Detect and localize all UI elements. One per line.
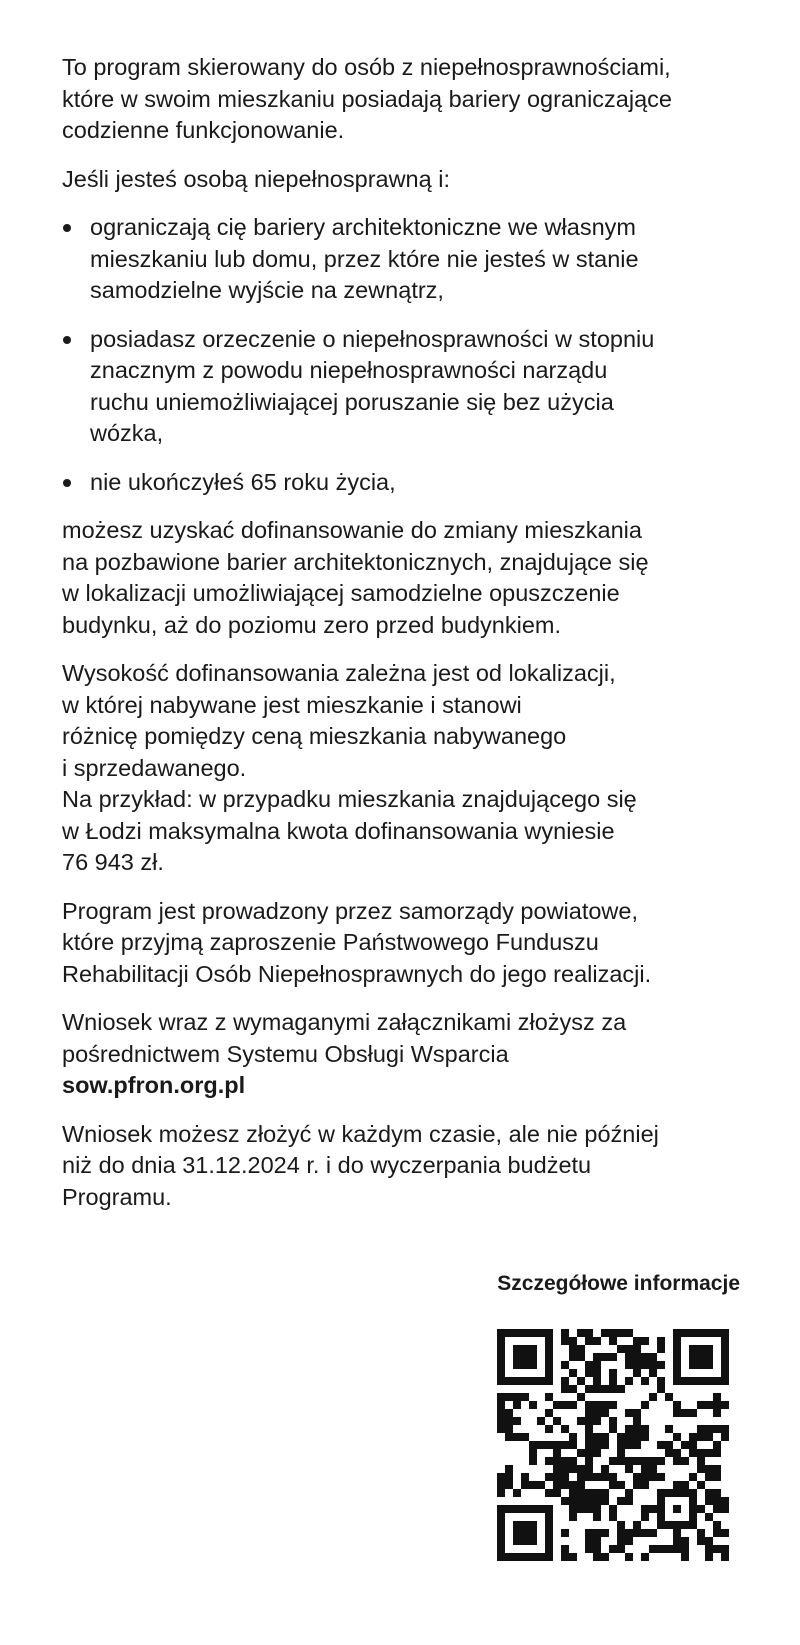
text-line: różnicę pomiędzy ceną mieszkania nabywanego bbox=[62, 723, 567, 749]
text-line: samodzielne wyjście na zewnątrz, bbox=[90, 277, 444, 303]
text-line: 76 943 zł. bbox=[62, 849, 164, 875]
application-paragraph bbox=[62, 1007, 742, 1102]
benefit-paragraph bbox=[62, 515, 742, 641]
funding-paragraph bbox=[62, 658, 742, 879]
text-line: na pozbawione barier architektonicznych, znajdujące się bbox=[62, 548, 649, 575]
bullet-icon bbox=[63, 479, 71, 487]
intro-paragraph bbox=[62, 52, 742, 147]
leaflet-text bbox=[62, 52, 742, 1230]
more-info-heading: Szczegółowe informacje bbox=[497, 1272, 740, 1295]
text-line: wózka, bbox=[90, 420, 164, 446]
text-line: nie ukończyłeś 65 roku życia, bbox=[90, 468, 396, 495]
text-line: niż do dnia 31.12.2024 r. i do wyczerpania budżetu bbox=[62, 1152, 592, 1178]
text-line: To program skierowany do osób z niepełnosprawnościami, bbox=[62, 54, 671, 80]
condition-list bbox=[62, 212, 742, 498]
text-line: Wniosek wraz z wymaganymi załącznikami złożysz za bbox=[62, 1009, 627, 1035]
bullet-icon bbox=[63, 336, 71, 344]
condition-item bbox=[62, 467, 742, 499]
bullet-icon bbox=[63, 224, 71, 232]
text-line: Program jest prowadzony przez samorządy powiatowe, bbox=[62, 897, 639, 924]
text-line: Wniosek możesz złożyć w każdym czasie, ale nie później bbox=[62, 1120, 659, 1147]
qr-code-icon[interactable] bbox=[497, 1329, 729, 1561]
sow-website-link[interactable]: sow.pfron.org.pl bbox=[62, 1072, 246, 1098]
text-line: w Łodzi maksymalna kwota dofinansowania wyniesie bbox=[62, 817, 615, 844]
deadline-paragraph bbox=[62, 1119, 742, 1214]
text-line: ograniczają cię bariery architektoniczne we własnym bbox=[90, 214, 636, 240]
condition-item bbox=[62, 212, 742, 307]
text-line: Wysokość dofinansowania zależna jest od lokalizacji, bbox=[62, 660, 616, 686]
text-line: posiadasz orzeczenie o niepełnosprawności w stopniu bbox=[90, 325, 655, 352]
text-line: Programu. bbox=[62, 1183, 172, 1210]
text-line: w której nabywane jest mieszkanie i stanowi bbox=[62, 691, 522, 718]
text-line: w lokalizacji umożliwiającej samodzielne opuszczenie bbox=[62, 580, 620, 606]
text-line: pośrednictwem Systemu Obsługi Wsparcia bbox=[62, 1040, 509, 1067]
text-line: Na przykład: w przypadku mieszkania znajdującego się bbox=[62, 786, 637, 812]
text-line: które przyjmą zaproszenie Państwowego Funduszu bbox=[62, 929, 599, 955]
condition-intro: Jeśli jesteś osobą niepełnosprawną i: bbox=[62, 165, 450, 192]
text-line: i sprzedawanego. bbox=[62, 754, 247, 781]
program-paragraph bbox=[62, 896, 742, 991]
text-line: które w swoim mieszkaniu posiadają bariery ograniczające bbox=[62, 85, 672, 112]
text-line: znacznym z powodu niepełnosprawności narządu bbox=[90, 357, 608, 383]
text-line: mieszkaniu lub domu, przez które nie jesteś w stanie bbox=[90, 245, 639, 272]
text-line: codzienne funkcjonowanie. bbox=[62, 117, 345, 143]
text-line: Rehabilitacji Osób Niepełnosprawnych do jego realizacji. bbox=[62, 960, 652, 987]
text-line: ruchu uniemożliwiającej poruszanie się bez użycia bbox=[90, 388, 614, 415]
condition-item bbox=[62, 324, 742, 450]
text-line: budynku, aż do poziomu zero przed budynkiem. bbox=[62, 611, 562, 638]
text-line: możesz uzyskać dofinansowanie do zmiany mieszkania bbox=[62, 517, 642, 543]
